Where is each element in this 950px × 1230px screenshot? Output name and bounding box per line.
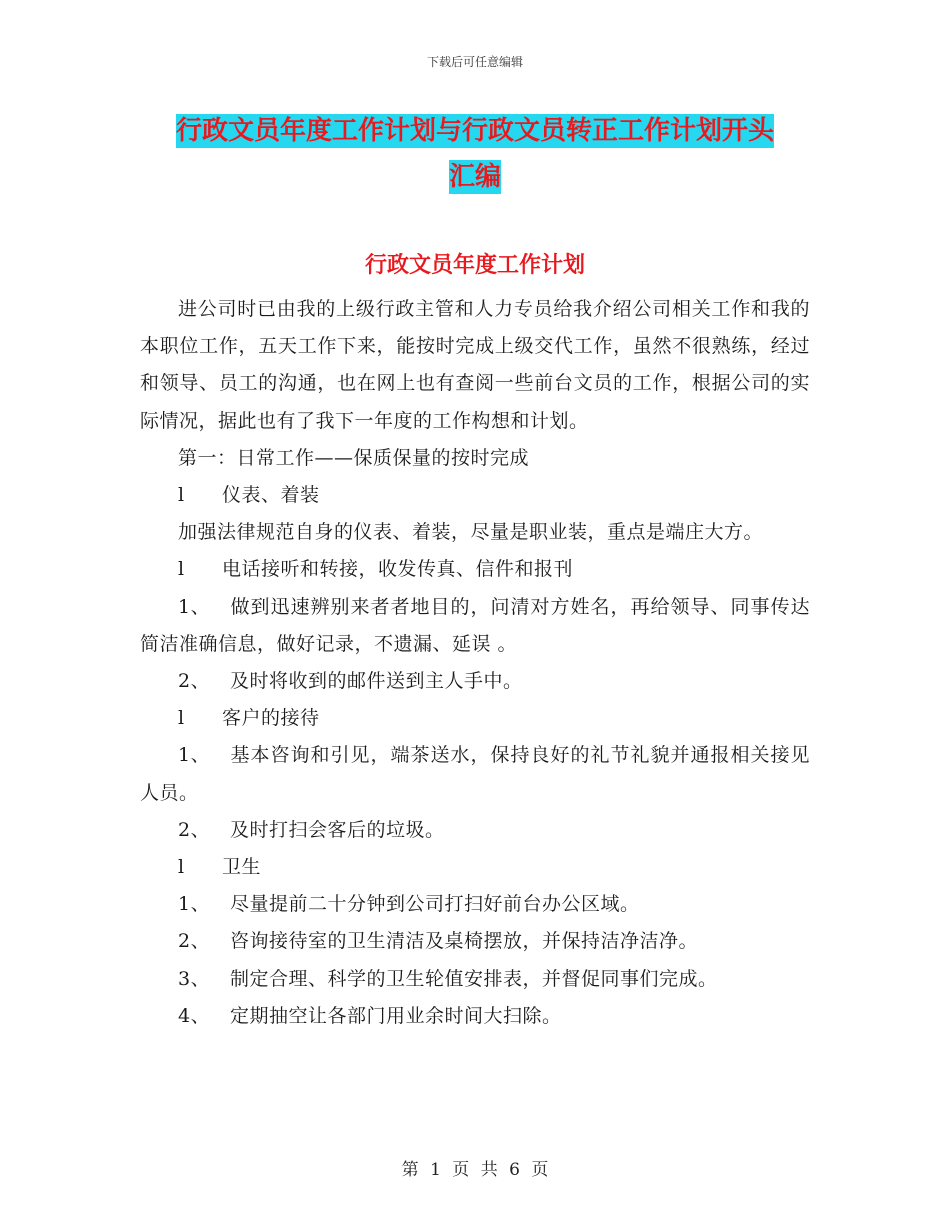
main-title-line1: 行政文员年度工作计划与行政文员转正工作计划开头 xyxy=(175,116,774,146)
bullet-marker: l xyxy=(178,558,185,581)
bullet-marker: l xyxy=(178,484,185,507)
header-note: 下载后可任意编辑 xyxy=(426,55,523,69)
list-item xyxy=(140,663,810,700)
section-heading: 第一：日常工作——保质保量的按时完成 xyxy=(178,446,530,469)
list-item-text: 及时将收到的邮件送到主人手中。 xyxy=(230,670,523,693)
list-item xyxy=(140,849,810,886)
page-footer: 第 1 页 共 6 页 xyxy=(401,1160,549,1180)
list-item-text: 做到迅速辨别来者者地目的，问清对方姓名，再给领导、同事传达简洁准确信息，做好记录，不遗漏、延误 。 xyxy=(140,595,810,655)
item-number: 2、 xyxy=(178,818,211,841)
list-item-text: 基本咨询和引见，端茶送水，保持良好的礼节礼貌并通报相关接见人员。 xyxy=(140,744,810,804)
list-item xyxy=(140,477,810,514)
list-item xyxy=(140,737,810,811)
list-item xyxy=(140,812,810,849)
list-item xyxy=(140,589,810,663)
main-title xyxy=(140,108,810,200)
list-item-text: 制定合理、科学的卫生轮值安排表，并督促同事们完成。 xyxy=(230,967,718,990)
item-number: 3、 xyxy=(178,967,211,990)
bullet-marker: l xyxy=(178,856,185,879)
item-number: 2、 xyxy=(178,670,211,693)
list-item xyxy=(140,700,810,737)
item-number: 1、 xyxy=(178,893,211,916)
main-title-line2: 汇编 xyxy=(448,162,501,192)
list-item xyxy=(140,923,810,960)
document-body xyxy=(140,291,810,1035)
list-item-label: 卫生 xyxy=(222,856,262,879)
list-item xyxy=(140,551,810,588)
item-number: 1、 xyxy=(178,595,211,618)
list-item-label: 电话接听和转接，收发传真、信件和报刊 xyxy=(222,558,574,581)
item-number: 1、 xyxy=(178,744,211,767)
list-item xyxy=(140,961,810,998)
list-item-label: 客户的接待 xyxy=(222,707,320,730)
list-item-text: 及时打扫会客后的垃圾。 xyxy=(230,818,445,841)
list-item xyxy=(140,998,810,1035)
bullet-marker: l xyxy=(178,707,185,730)
list-item xyxy=(140,886,810,923)
list-item-text: 咨询接待室的卫生清洁及桌椅摆放，并保持洁净洁净。 xyxy=(230,930,699,953)
list-item-label: 仪表、着装 xyxy=(222,484,320,507)
intro-paragraph: 进公司时已由我的上级行政主管和人力专员给我介绍公司相关工作和我的本职位工作，五天工作下来，能按时完成上级交代工作，虽然不很熟练，经过和领导、员工的沟通，也在网上也有查阅一些前台文员的工作，根据公司的实际情况，据此也有了我下一年度的工作构想和计划。 xyxy=(140,298,810,432)
section-title: 行政文员年度工作计划 xyxy=(364,253,585,278)
paragraph: 加强法律规范自身的仪表、着装，尽量是职业装，重点是端庄大方。 xyxy=(178,521,764,544)
list-item-text: 定期抽空让各部门用业余时间大扫除。 xyxy=(230,1004,562,1027)
item-number: 2、 xyxy=(178,930,211,953)
list-item-text: 尽量提前二十分钟到公司打扫好前台办公区域。 xyxy=(230,893,640,916)
item-number: 4、 xyxy=(178,1004,211,1027)
